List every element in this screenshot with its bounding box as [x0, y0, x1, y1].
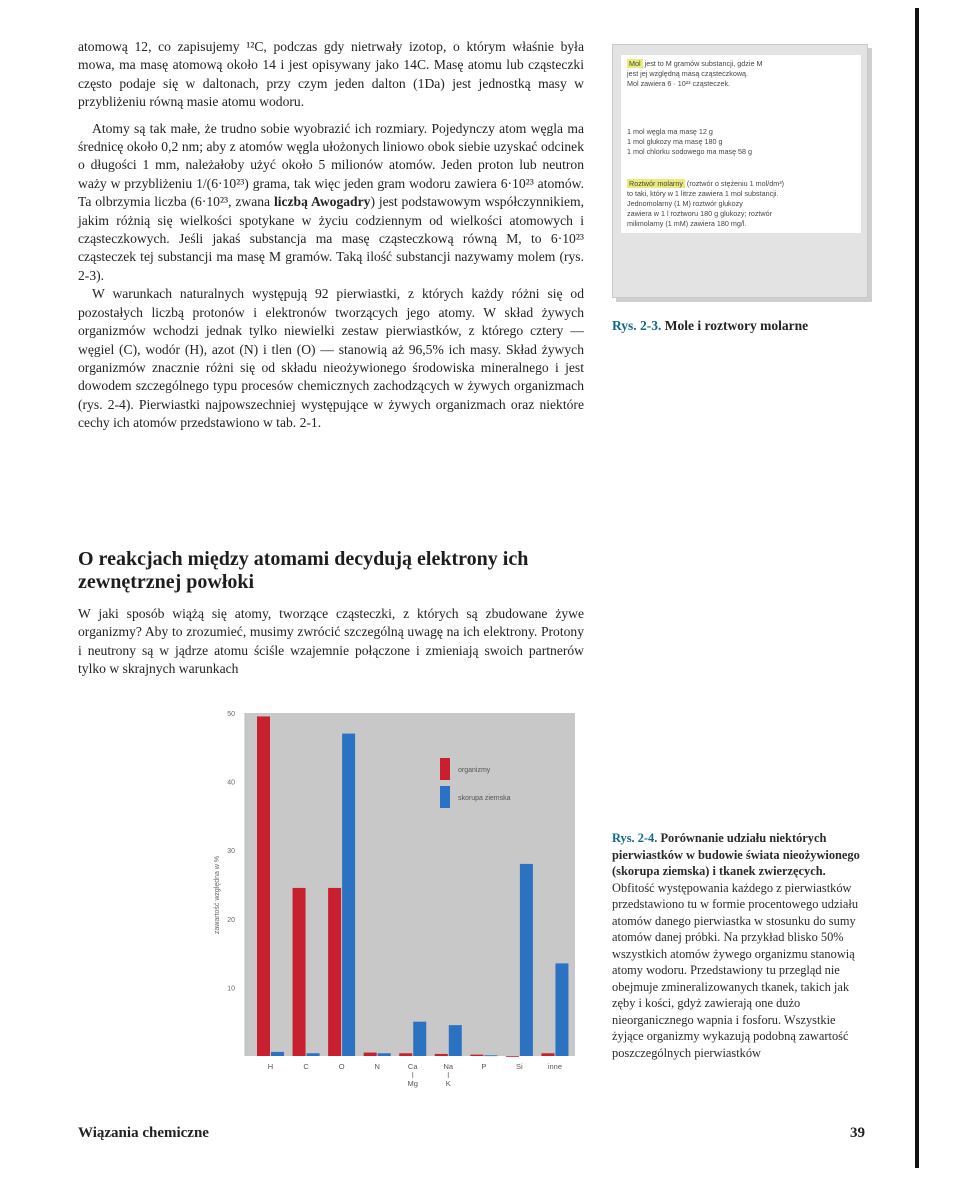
bar-skorupa-inne	[555, 963, 568, 1056]
bar-skorupa-C	[307, 1053, 320, 1056]
figure-2-3-number: Rys. 2-3.	[612, 318, 662, 333]
molar-solution-definition	[621, 175, 861, 233]
bar-organizmy-Ca	[399, 1053, 412, 1056]
bar-organizmy-Si	[506, 1056, 519, 1057]
y-tick-label: 20	[227, 916, 235, 924]
x-tick-label: Si	[516, 1062, 523, 1071]
section-heading: O reakcjach między atomami decydują elektrony ich zewnętrznej powłoki	[78, 548, 529, 593]
avogadro-term: liczbą Awogadry	[273, 194, 371, 210]
mol-def-line-2: jest jej względną masą cząsteczkową.	[627, 69, 749, 78]
avogadro-text-b: ) jest podstawowym współczynnikiem, jakim różnią się wielkości spotykane w życiu codziennym od wielkości atomowych i cząsteczkowych. Jeśli jakaś substancja ma masę cząsteczkową równą M, to 6·10²³ cząsteczek tej substancji ma masę M gramów. Taką ilość substancji nazywamy molem (rys. 2-3).	[78, 194, 584, 283]
x-tick-label: inne	[547, 1062, 563, 1071]
body-text-column	[78, 38, 584, 433]
y-tick-label: 40	[227, 779, 235, 787]
bar-skorupa-N	[378, 1053, 391, 1056]
page-number: 39	[850, 1125, 865, 1141]
molar-def-line-1: (roztwór o stężeniu 1 mol/dm³)	[686, 179, 784, 188]
molar-def-line-3: Jednomolarny (1 M) roztwór glukozy	[627, 199, 743, 208]
paragraph-isotope: atomową 12, co zapisujemy ¹²C, podczas gdy nietrwały izotop, o którym właśnie była mowa, ma masę atomową około 14 i jest opisywany jako 14C. Masę atomu lub cząsteczki często podaje się w daltonach, przy czym jeden dalton (1Da) jest jednostką masy w przybliżeniu równą masie atomu wodoru.	[78, 39, 584, 110]
page-edge-rule	[915, 8, 919, 1168]
legend-swatch-organizmy	[440, 758, 450, 780]
mol-term: Mol	[629, 59, 641, 68]
paragraph-elements: W warunkach naturalnych występują 92 pierwiastki, z których każdy różni się od pozostałych liczbą protonów i elektronów tworzących jego atomy. W skład żywych organizmów wchodzi jednak tylko niewielki zestaw pierwiastków, z którego cztery — węgiel (C), wodór (H), azot (N) i tlen (O) — stanowią aż 96,5% ich masy. Skład żywych organizmów znacznie różni się od składu nieożywionego środowiska mineralnego i jest dowodem szczególnego typu procesów chemicznych zachodzących w żywych organizmach (rys. 2-4). Pierwiastki najpowszechniej występujące w żywych organizmach oraz niektóre cechy ich atomów przedstawiono w tab. 2-1.	[78, 286, 584, 431]
x-sub-label: Mg	[407, 1079, 418, 1088]
legend-label: organizmy	[458, 767, 491, 774]
y-tick-label: 30	[227, 848, 235, 856]
example-carbon: 1 mol węgla ma masę 12 g	[627, 127, 713, 136]
bar-skorupa-Na	[449, 1025, 462, 1056]
bar-organizmy-C	[293, 888, 306, 1056]
bar-organizmy-O	[328, 888, 341, 1056]
y-axis-label: zawartość względna w %	[214, 855, 221, 935]
x-tick-label: O	[338, 1062, 345, 1071]
example-nacl: 1 mol chlorku sodowego ma masę 58 g	[627, 147, 753, 156]
mol-def-line-3: Mol zawiera 6 · 10²³ cząsteczek.	[627, 79, 731, 88]
mole-definition	[621, 55, 861, 93]
paragraph-avogadro	[78, 120, 584, 286]
molar-def-line-5: milimolarny (1 mM) zawiera 180 mg/l.	[627, 219, 747, 228]
x-tick-label: H	[267, 1062, 274, 1071]
paragraph-electrons: W jaki sposób wiążą się atomy, tworzące cząsteczki, z których są zbudowane żywe organizmy? Aby to zrozumieć, musimy zwrócić szczególną uwagę na ich elektrony. Protony i neutrony są w jądrze atomu ściśle wzajemnie połączone i zmieniają swoich partnerów tylko w skrajnych warunkach	[78, 606, 584, 677]
x-tick-label: Na	[443, 1062, 454, 1071]
bar-organizmy-Na	[435, 1054, 448, 1056]
figure-2-4-number: Rys. 2-4.	[612, 831, 658, 845]
bar-skorupa-O	[342, 734, 355, 1056]
bar-skorupa-Ca	[413, 1022, 426, 1056]
x-sub-label: K	[445, 1079, 451, 1088]
x-tick-label: C	[303, 1062, 309, 1071]
mol-def-line-1: jest to M gramów substancji, gdzie M	[644, 59, 763, 68]
molar-def-line-2: to taki, który w 1 litrze zawiera 1 mol substancji.	[627, 189, 779, 198]
figure-2-4-title: Porównanie udziału niektórych pierwiastków w budowie świata nieożywionego (skorupa ziemska) i tkanek zwierzęcych.	[612, 831, 860, 878]
bar-organizmy-H	[257, 716, 270, 1056]
bar-skorupa-Si	[520, 864, 533, 1056]
bar-skorupa-P	[484, 1055, 497, 1056]
section-text	[78, 605, 584, 679]
figure-2-4-text: Obfitość występowania każdego z pierwiastków przedstawiono tu w formie procentowego udziału atomów danego pierwiastka w stosunku do sumy atomów danej próbki. Na przykład blisko 50% wszystkich atomów żywego organizmu stanowią atomy wodoru. Przedstawiony tu przegląd nie obejmuje zmineralizowanych tkanek, takich jak zęby i kości, gdyż zawierają one dużo nieorganicznego wapnia i fosforu. Wszystkie żyjące organizmy wykazują podobną zawartość poszczególnych pierwiastków	[612, 880, 859, 1060]
avogadro-text-a: Atomy są tak małe, że trudno sobie wyobrazić ich rozmiary. Pojedynczy atom węgla ma średnicę około 0,2 nm; aby z atomów węgla ułożonych liniowo obok siebie uzyskać odcinek o długości 1 mm, należałoby użyć około 5 milionów atomów. Jeden proton lub neutron waży w przybliżeniu 1/(6·10²³) grama, tak więc jeden gram wodoru zawiera 6·10²³ atomów. Ta olbrzymia liczba (6·10²³, zwana	[78, 120, 584, 210]
bar-skorupa-H	[271, 1052, 284, 1056]
mole-examples	[621, 123, 861, 161]
running-footer-title: Wiązania chemiczne	[78, 1125, 209, 1141]
y-tick-label: 50	[227, 711, 235, 718]
legend-swatch-skorupa	[440, 786, 450, 808]
bar-organizmy-N	[364, 1053, 377, 1056]
x-tick-label: P	[481, 1062, 487, 1071]
figure-2-4-caption	[612, 830, 864, 1061]
example-glucose: 1 mol glukozy ma masę 180 g	[627, 137, 723, 146]
y-tick-label: 10	[227, 985, 235, 993]
element-abundance-chart	[195, 700, 595, 1100]
x-tick-label: Ca	[407, 1062, 418, 1071]
bar-organizmy-P	[470, 1055, 483, 1056]
figure-2-3-title: Mole i roztwory molarne	[664, 318, 809, 333]
mole-info-box	[612, 44, 868, 298]
molar-term: Roztwór molarny	[629, 179, 683, 188]
x-tick-label: N	[374, 1062, 380, 1071]
bar-organizmy-inne	[541, 1053, 554, 1056]
mole-info-panel	[621, 55, 861, 233]
molar-def-line-4: zawiera w 1 l roztworu 180 g glukozy; roztwór	[627, 209, 773, 218]
legend-label: skorupa ziemska	[458, 795, 511, 802]
figure-2-3-caption	[612, 318, 808, 334]
